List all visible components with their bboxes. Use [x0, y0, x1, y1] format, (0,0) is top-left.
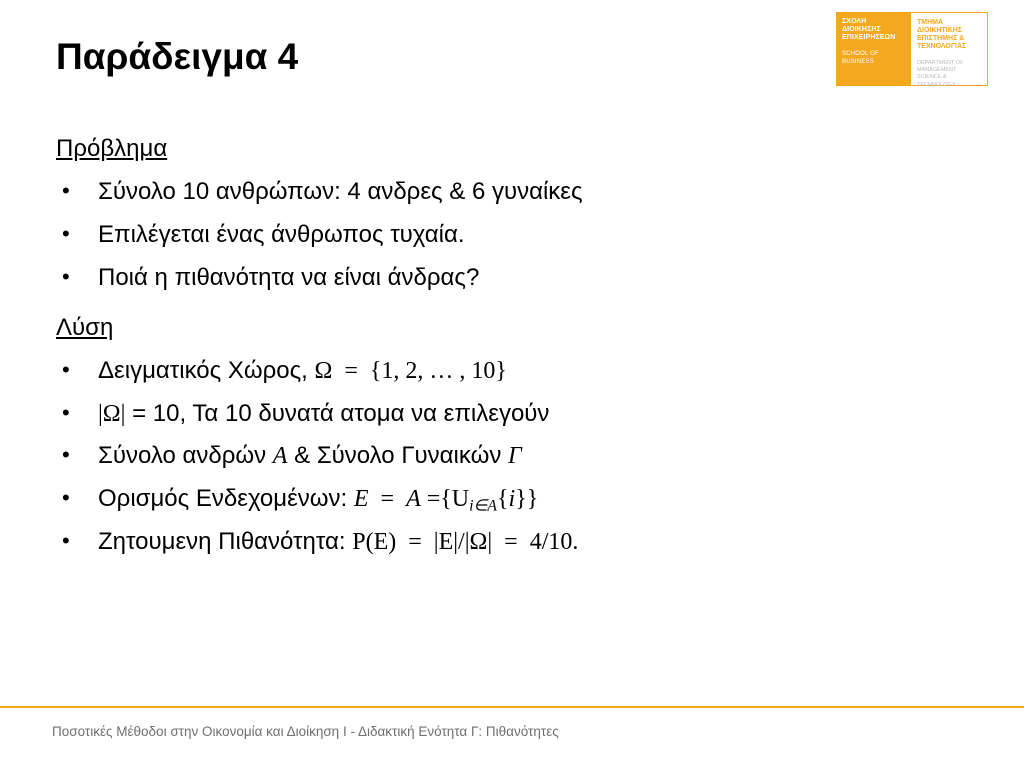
list-item [56, 393, 956, 436]
event-e-symbol: E [353, 486, 369, 513]
omega-symbol: Ω [314, 357, 333, 384]
probability-equation: Ρ(Ε) = |Ε|/|Ω| = 4/10. [352, 528, 579, 555]
logo-right-block [910, 12, 988, 86]
cardinality-text: = 10, Τα 10 δυνατά ατομα να επιλεγούν [125, 399, 550, 427]
list-item: • Σύνολο 10 ανθρώπων: 4 ανδρες & 6 γυναίκες [56, 171, 956, 214]
event-union-close-2: }} [515, 486, 539, 513]
logo-department-english: DEPARTMENT OF MANAGEMENT SCIENCE & TECHNOLOGY [917, 60, 964, 88]
slide-body [56, 133, 956, 564]
solution-heading: Λύση [56, 313, 114, 341]
logo-left-block [836, 12, 910, 86]
list-item [56, 435, 956, 478]
required-probability-text: Ζητουμενη Πιθανότητα: [98, 527, 353, 555]
footer-text: Ποσοτικές Μέθοδοι στην Οικονομία και Διοίκηση Ι - Διδακτική Ενότητα Γ: Πιθανότητες [52, 724, 559, 739]
set-a-symbol-2: A [406, 486, 421, 513]
list-item [56, 478, 956, 521]
solution-bullet-list [56, 350, 956, 564]
union-index: i∈A [469, 497, 497, 515]
logo-school-greek: ΣΧΟΛΗ ΔΙΟΙΚΗΣΗΣ ΕΠΙΧΕΙΡΗΣΕΩΝ [842, 18, 896, 42]
omega-cardinality: |Ω| [98, 400, 126, 427]
women-set-text: & Σύνολο Γυναικών [287, 442, 508, 470]
school-logo [836, 12, 988, 86]
set-gamma-symbol: Γ [507, 443, 522, 470]
event-equation: = [368, 486, 407, 513]
sample-space-set: = {1, 2, … , 10} [332, 357, 507, 384]
event-union-close: { [496, 486, 509, 513]
list-item: • Ποιά η πιθανότητα να είναι άνδρας? [56, 257, 956, 300]
sample-space-text: Δειγματικός Χώρος, [98, 356, 315, 384]
event-definition-text: Ορισμός Ενδεχομένων: [98, 485, 354, 513]
footer-divider [0, 706, 1024, 708]
men-set-text: Σύνολο ανδρών [98, 442, 273, 470]
list-item [56, 521, 956, 564]
index-i: i [508, 486, 516, 513]
logo-department-greek: ΤΜΗΜΑ ΔΙΟΙΚΗΤΙΚΗΣ ΕΠΙΣΤΗΜΗΣ & ΤΕΧΝΟΛΟΓΙΑΣ [917, 19, 967, 51]
set-a-symbol: A [272, 443, 288, 470]
logo-school-english: SCHOOL OF BUSINESS [842, 51, 879, 65]
list-item [56, 350, 956, 393]
event-union: ={U [420, 486, 470, 513]
problem-heading: Πρόβλημα [56, 135, 168, 162]
page-title: Παράδειγμα 4 [56, 36, 299, 77]
problem-bullet-list [56, 171, 956, 299]
list-item: • Επιλέγεται ένας άνθρωπος τυχαία. [56, 214, 956, 257]
